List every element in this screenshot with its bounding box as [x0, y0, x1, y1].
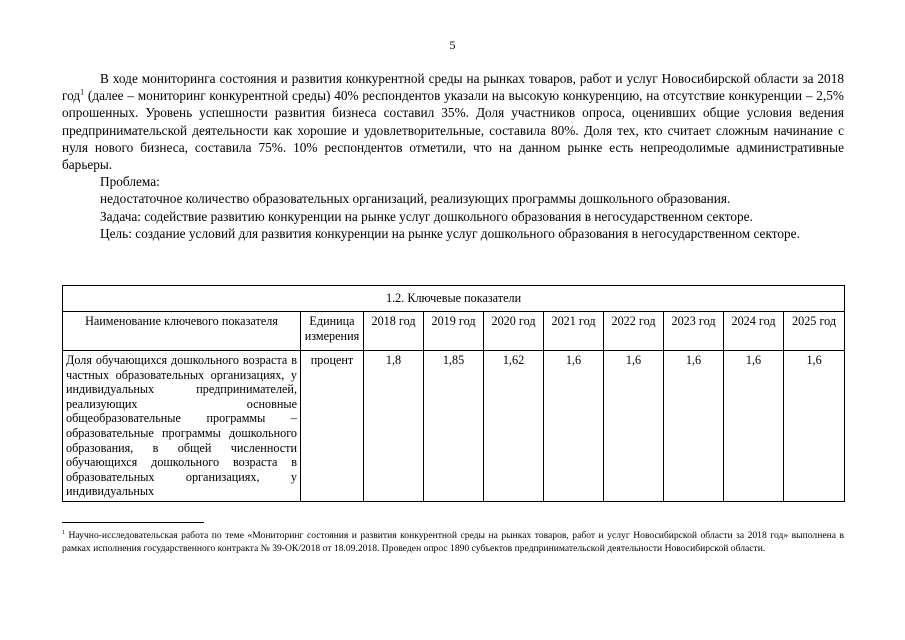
- header-year-2025: 2025 год: [784, 312, 845, 351]
- footnote: [62, 530, 844, 555]
- body-text: [62, 70, 844, 242]
- footnote-text: Научно-исследовательская работа по теме «Мониторинг состояния и развития конкурентной среды на рынках товаров, работ и услуг Новосибирской области за 2018 год» выполнена в рамках исполнения государственного контракта № 39-ОК/2018 от 18.09.2018. Проведен опрос 1890 субъектов предпринимательской деятельности Новосибирской области.: [62, 530, 844, 554]
- header-indicator-name: Наименование ключевого показателя: [63, 312, 301, 351]
- value-2018-cell: 1,8: [364, 351, 424, 502]
- header-year-2024: 2024 год: [724, 312, 784, 351]
- table-header-row: [63, 312, 845, 351]
- value-2020-cell: 1,62: [484, 351, 544, 502]
- indicator-name-cell: Доля обучающихся дошкольного возраста в частных образовательных организациях, у индивидуальных предпринимателей, реализующих основные общеобразовательные программы – образовательные программы дошкольного образования, в общей численности обучающихся дошкольного возраста в образовательных организациях, у индивидуальных: [63, 351, 301, 502]
- header-year-2018: 2018 год: [364, 312, 424, 351]
- footnote-separator: [62, 522, 204, 523]
- footnote-mark: 1: [62, 529, 65, 536]
- unit-cell: процент: [301, 351, 364, 502]
- header-year-2023: 2023 год: [664, 312, 724, 351]
- key-indicators-table: [62, 285, 845, 502]
- task-paragraph: Задача: содействие развитию конкуренции на рынке услуг дошкольного образования в негосударственном секторе.: [100, 208, 753, 224]
- value-2023-cell: 1,6: [664, 351, 724, 502]
- value-2025-cell: 1,6: [784, 351, 845, 502]
- header-year-2019: 2019 год: [424, 312, 484, 351]
- monitoring-paragraph: [62, 70, 844, 173]
- table-title: 1.2. Ключевые показатели: [63, 286, 845, 312]
- monitoring-text-end: (далее – мониторинг конкурентной среды) 40% респондентов указали на высокую конкуренцию, на отсутствие конкуренции – 2,5% опрошенных. Уровень успешности развития бизнеса составил 35%. Доля участников опроса, оценивших общие условия ведения предпринимательской деятельности как хорошие и удовлетворительные, составила 80%. Доля тех, кто считает сложным начинание с нуля нового бизнеса, составила 75%. 10% респондентов отметили, что на данном рынке есть непреодолимые административные барьеры.: [62, 88, 844, 173]
- value-2021-cell: 1,6: [544, 351, 604, 502]
- value-2022-cell: 1,6: [604, 351, 664, 502]
- problem-text: недостаточное количество образовательных организаций, реализующих программы дошкольного образования.: [100, 191, 731, 207]
- value-2024-cell: 1,6: [724, 351, 784, 502]
- monitoring-text-start: В ходе мониторинга состояния и развития конкурентной среды на рынках товаров, работ и услуг Новосибирской области за 2018 год: [62, 71, 844, 104]
- problem-label: Проблема:: [100, 174, 160, 190]
- header-year-2020: 2020 год: [484, 312, 544, 351]
- table-row: [63, 351, 845, 502]
- value-2019-cell: 1,85: [424, 351, 484, 502]
- header-year-2021: 2021 год: [544, 312, 604, 351]
- footnote-reference[interactable]: 1: [80, 87, 85, 97]
- header-unit: Единица измерения: [301, 312, 364, 351]
- goal-paragraph: Цель: создание условий для развития конкуренции на рынке услуг дошкольного образования в негосударственном секторе.: [100, 225, 800, 241]
- header-year-2022: 2022 год: [604, 312, 664, 351]
- page-number: 5: [449, 38, 456, 52]
